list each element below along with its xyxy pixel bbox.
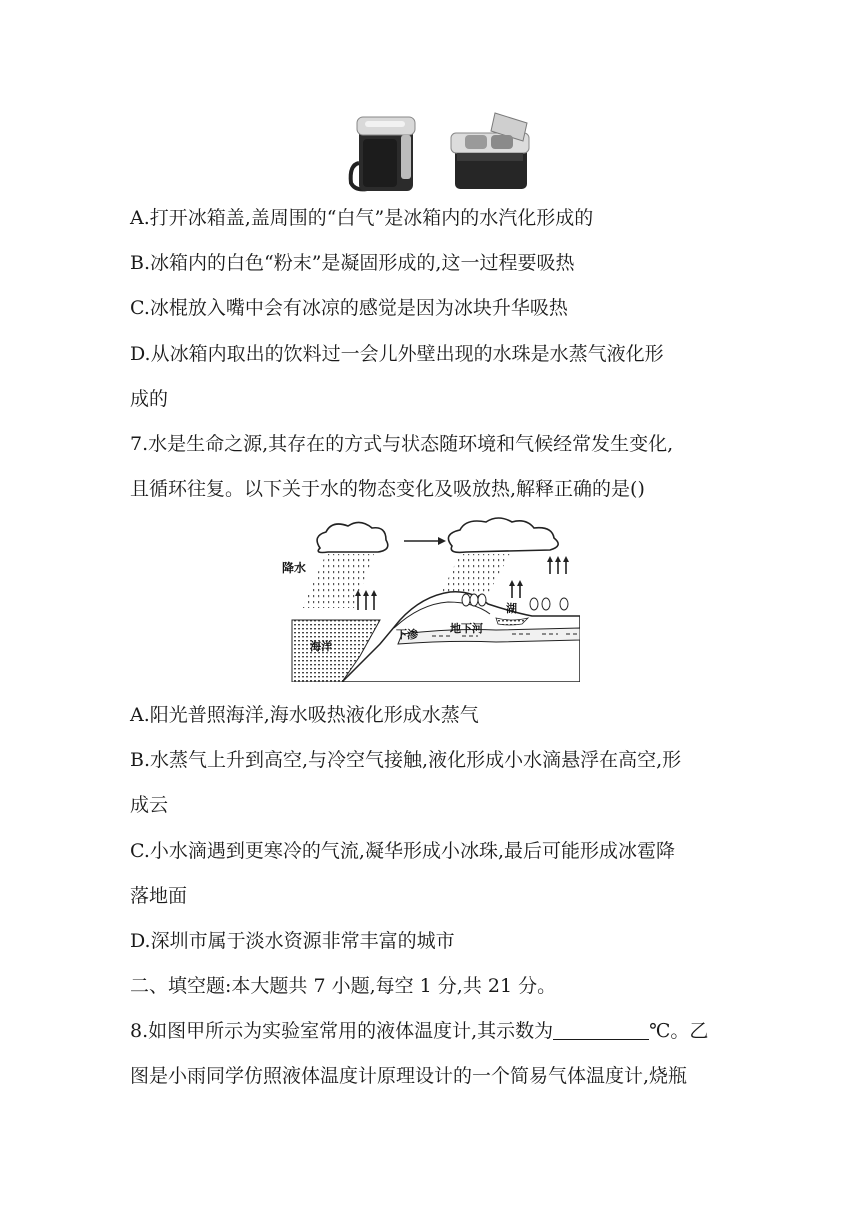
left-rain bbox=[302, 554, 374, 608]
section2-heading: 二、填空题:本大题共 7 小题,每空 1 分,共 21 分。 bbox=[130, 975, 557, 997]
answer-blank[interactable] bbox=[553, 1021, 649, 1040]
left-cloud bbox=[317, 522, 388, 552]
evaporation-arrows-ocean bbox=[358, 594, 374, 610]
q6-option-c: C.冰棍放入嘴中会有冰凉的感觉是因为冰块升华吸热 bbox=[130, 297, 568, 319]
q7-stem-line1: 7.水是生命之源,其存在的方式与状态随环境和气候经常发生变化, bbox=[130, 433, 674, 455]
fridge-closed-image bbox=[351, 117, 415, 191]
q8-line1-before: 8.如图甲所示为实验室常用的液体温度计,其示数为 bbox=[130, 1020, 554, 1042]
q7-option-b-line1: B.水蒸气上升到高空,与冷空气接触,液化形成小水滴悬浮在高空,形 bbox=[130, 749, 682, 771]
q7-option-d: D.深圳市属于淡水资源非常丰富的城市 bbox=[130, 930, 455, 952]
label-seepage: 下渗 bbox=[396, 628, 418, 641]
q7-stem-line2: 且循环往复。以下关于水的物态变化及吸放热,解释正确的是() bbox=[130, 478, 645, 500]
q8-line1-after: ℃。乙 bbox=[649, 1020, 709, 1042]
q7-option-c-line1: C.小水滴遇到更寒冷的气流,凝华形成小冰珠,最后可能形成冰雹降 bbox=[130, 840, 675, 862]
q7-option-a: A.阳光普照海洋,海水吸热液化形成水蒸气 bbox=[130, 704, 479, 726]
q7-option-b-line2: 成云 bbox=[130, 794, 169, 816]
right-cloud bbox=[448, 518, 558, 552]
label-rain: 降水 bbox=[282, 561, 307, 575]
label-ocean: 海洋 bbox=[310, 640, 332, 653]
q8-line1 bbox=[130, 1019, 708, 1043]
water-cycle-diagram bbox=[282, 516, 580, 682]
q8-line2: 图是小雨同学仿照液体温度计原理设计的一个简易气体温度计,烧瓶 bbox=[130, 1065, 688, 1087]
label-lake: 湖 bbox=[506, 602, 517, 615]
fridge-open-image bbox=[451, 113, 529, 189]
label-underground-river: 地下河 bbox=[450, 622, 483, 635]
q6-option-b: B.冰箱内的白色“粉末”是凝固形成的,这一过程要吸热 bbox=[130, 252, 575, 274]
q6-option-a: A.打开冰箱盖,盖周围的“白气”是冰箱内的水汽化形成的 bbox=[130, 207, 594, 229]
q6-option-d-line2: 成的 bbox=[130, 388, 169, 410]
q6-option-d-line1: D.从冰箱内取出的饮料过一会儿外壁出现的水珠是水蒸气液化形 bbox=[130, 343, 664, 365]
q7-option-c-line2: 落地面 bbox=[130, 885, 188, 907]
portable-fridge-photos bbox=[345, 105, 535, 195]
